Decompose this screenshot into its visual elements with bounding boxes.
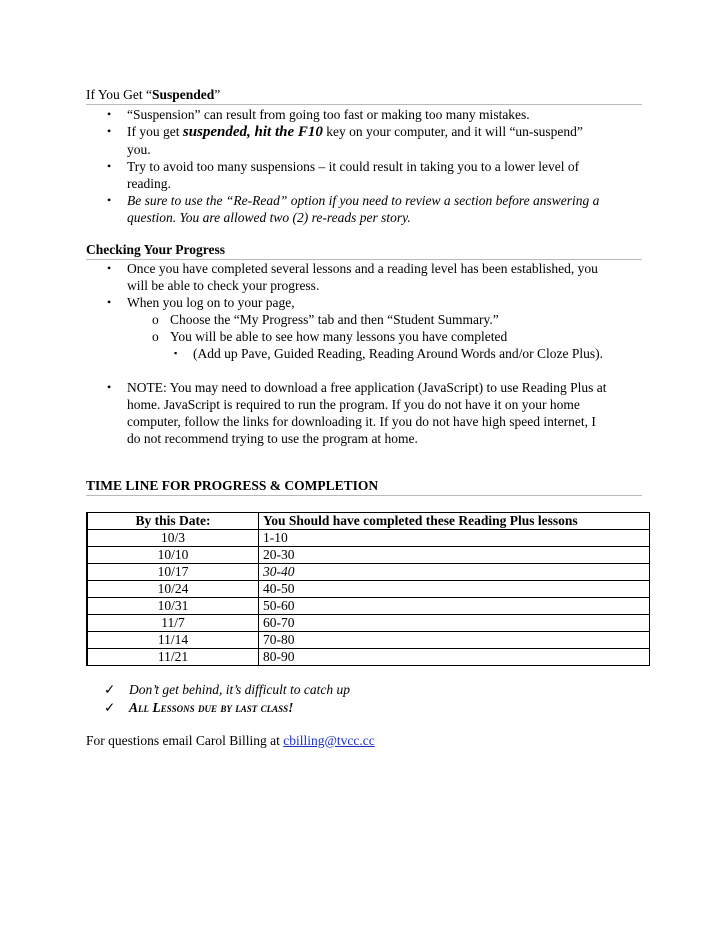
list-item-text: reading. xyxy=(127,176,171,191)
table-cell-lessons: 80-90 xyxy=(259,649,650,666)
table-cell-date: 10/10 xyxy=(87,547,259,564)
list-item-text: do not recommend trying to use the program at home. xyxy=(127,431,418,446)
bullet-icon: • xyxy=(107,261,112,275)
circle-bullet-icon: o xyxy=(152,312,159,327)
circle-bullet-icon: o xyxy=(152,329,159,344)
table-row xyxy=(87,615,650,632)
table-cell-lessons: 60-70 xyxy=(259,615,650,632)
progress-list xyxy=(86,260,666,447)
list-item-text: Choose the “My Progress” tab and then “Student Summary.” xyxy=(170,312,499,327)
list-item-text: You will be able to see how many lessons you have completed xyxy=(170,329,508,344)
table-cell-date: 11/7 xyxy=(87,615,259,632)
table-cell-lessons: 70-80 xyxy=(259,632,650,649)
list-item-text: home. JavaScript is required to run the program. If you do not have it on your home xyxy=(127,397,580,412)
table-cell-lessons: 1-10 xyxy=(259,530,650,547)
email-link[interactable]: cbilling@tvcc.cc xyxy=(283,733,375,748)
list-item-text: NOTE: You may need to download a free application (JavaScript) to use Reading Plus at xyxy=(127,380,607,395)
contact-line xyxy=(86,732,375,749)
list-item-text: Try to avoid too many suspensions – it could result in taking you to a lower level of xyxy=(127,159,580,174)
list-item xyxy=(86,158,666,192)
bullet-icon: • xyxy=(107,295,112,309)
table-cell-date: 10/3 xyxy=(87,530,259,547)
list-item-text: “Suspension” can result from going too fast or making too many mistakes. xyxy=(127,107,530,122)
sub-list-item xyxy=(86,311,666,328)
list-item-text: Be sure to use the “Re-Read” option if you need to review a section before answering a xyxy=(127,193,600,208)
list-item-text: will be able to check your progress. xyxy=(127,278,320,293)
list-item xyxy=(86,294,666,311)
list-item-text: When you log on to your page, xyxy=(127,295,295,310)
emphasis-text: suspended, hit the F10 xyxy=(182,124,323,140)
table-row xyxy=(87,581,650,598)
table-header-lessons: You Should have completed these Reading Plus lessons xyxy=(259,513,650,530)
heading-suffix: ” xyxy=(214,87,221,102)
table-cell-lessons: 50-60 xyxy=(259,598,650,615)
list-item xyxy=(86,123,666,158)
square-bullet-icon: ▪ xyxy=(174,348,178,358)
bullet-icon: • xyxy=(107,193,112,207)
table-row xyxy=(87,598,650,615)
bullet-icon: • xyxy=(107,380,112,394)
timeline-table xyxy=(86,512,650,666)
table-cell-lessons: 40-50 xyxy=(259,581,650,598)
table-row xyxy=(87,547,650,564)
list-item-text: If you get xyxy=(127,124,183,139)
suspended-heading xyxy=(86,86,642,105)
table-cell-lessons: 20-30 xyxy=(259,547,650,564)
bullet-icon: • xyxy=(107,107,112,121)
deadline-text: All Lessons due by last class! xyxy=(129,700,294,715)
table-cell-date: 10/24 xyxy=(87,581,259,598)
table-row xyxy=(87,632,650,649)
sub-sub-list-item xyxy=(86,345,666,362)
table-cell-date: 11/14 xyxy=(87,632,259,649)
reminder-text: Don’t get behind, it’s difficult to catch up xyxy=(129,682,350,697)
table-row xyxy=(87,530,650,547)
heading-prefix: If You Get “ xyxy=(86,87,152,102)
list-item xyxy=(86,106,666,123)
list-item-text: you. xyxy=(127,142,151,157)
checkmark-icon: ✓ xyxy=(104,700,116,715)
table-row xyxy=(87,564,650,581)
table-cell-lessons: 30-40 xyxy=(259,564,650,581)
suspended-list xyxy=(86,106,666,226)
heading-bold: Suspended xyxy=(152,87,215,102)
list-item xyxy=(86,260,666,294)
table-cell-date: 10/17 xyxy=(87,564,259,581)
list-item xyxy=(86,192,666,226)
table-cell-date: 11/21 xyxy=(87,649,259,666)
table-row xyxy=(87,649,650,666)
table-cell-date: 10/31 xyxy=(87,598,259,615)
list-item-text: Once you have completed several lessons and a reading level has been established, you xyxy=(127,261,598,276)
list-item-text: (Add up Pave, Guided Reading, Reading Around Words and/or Cloze Plus). xyxy=(193,346,603,361)
table-header-date: By this Date: xyxy=(87,513,259,530)
table-header-row xyxy=(87,513,650,530)
sub-list-item xyxy=(86,328,666,345)
checkmark-icon: ✓ xyxy=(104,682,116,697)
note-item xyxy=(86,379,666,447)
list-item-text: key on your computer, and it will “un-suspend” xyxy=(322,124,583,139)
list-item-text: computer, follow the links for downloading it. If you do not have high speed internet, I xyxy=(127,414,596,429)
contact-text: For questions email Carol Billing at xyxy=(86,733,284,748)
timeline-table-wrap xyxy=(86,512,650,666)
bullet-icon: • xyxy=(107,159,112,173)
list-item-text: question. You are allowed two (2) re-reads per story. xyxy=(127,210,411,225)
progress-heading: Checking Your Progress xyxy=(86,241,642,260)
bullet-icon: • xyxy=(107,124,112,138)
timeline-heading: TIME LINE FOR PROGRESS & COMPLETION xyxy=(86,477,642,496)
